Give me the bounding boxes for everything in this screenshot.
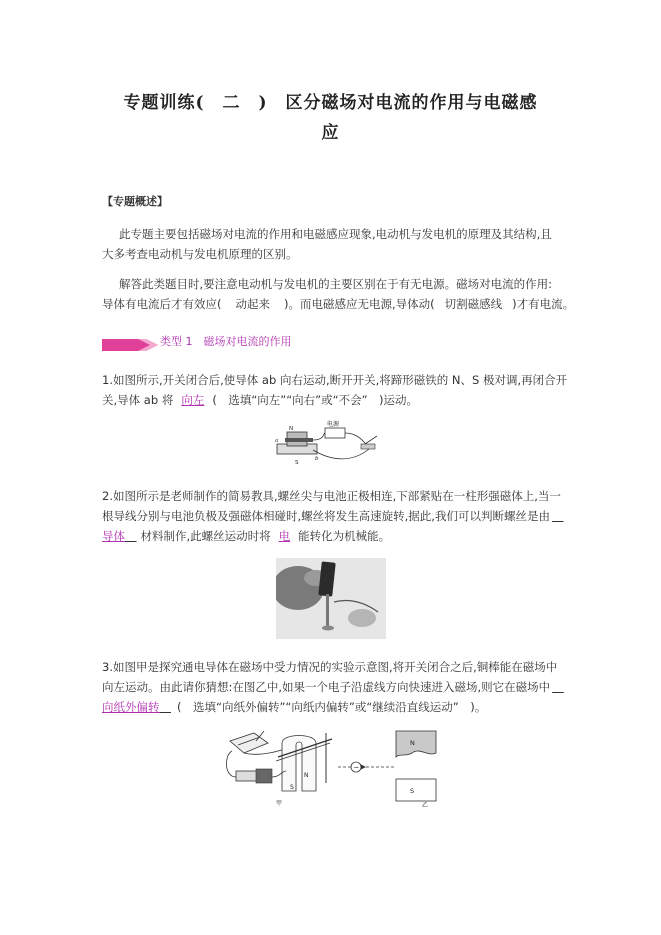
q1-label-b: b: [315, 456, 319, 462]
q3-electron-symbol: −: [353, 763, 360, 772]
q3-figure-jia: [220, 727, 340, 807]
section-label: 类型 1 磁场对电流的作用: [160, 335, 292, 348]
overview-text: 导体有电流后才有效应(: [102, 297, 222, 311]
q3-label-yi: 乙: [422, 802, 429, 807]
q3-electron-diagram: [338, 727, 438, 807]
q2-line1: 2.如图所示是老师制作的简易教具,螺丝尖与电池正极相连,下部紧贴在一柱形强磁体上,当一: [102, 489, 561, 503]
q2-line2: [102, 506, 563, 526]
q3-label-jia: 甲: [276, 800, 283, 807]
q3-answer: 向纸外偏转: [102, 700, 160, 714]
q3-text: 向左运动。由此请你猜想:在图乙中,如果一个电子沿虚线方向快速进入磁场,则它在磁场中: [102, 680, 551, 694]
q1-text: ( 选填“向左”“向右”或“不会” )运动。: [212, 393, 419, 407]
q1-line1: 1.如图所示,开关闭合后,使导体 ab 向右运动,断开开关,将蹄形磁铁的 N、S 极对调,再闭合开: [102, 373, 568, 387]
q1-label-a: a: [275, 438, 279, 444]
q2-line3: [102, 526, 390, 546]
overview-answer-move: 动起来: [235, 297, 270, 311]
q3-label-n: N: [304, 772, 309, 779]
q1-label-n: N: [289, 426, 294, 432]
q3-figure-yi: [338, 727, 438, 807]
q3-experiment-diagram: [220, 727, 340, 807]
q1-text: 关,导体 ab 将: [102, 393, 174, 407]
q2-text: 根导线分别与电池负极及强磁体相碰时,螺丝将发生高速旋转,据此,我们可以判断螺丝是由: [102, 509, 550, 523]
q2-photo: [276, 558, 386, 639]
q1-line2: [102, 390, 418, 410]
section-banner: [102, 336, 158, 348]
overview-p2-line2: [102, 294, 574, 314]
page-title: 专题训练( 二 ) 区分磁场对电流的作用与电磁感: [123, 93, 538, 113]
page-title-continued: 应: [321, 123, 340, 143]
q1-label-s: S: [295, 460, 299, 466]
q2-text: 能转化为机械能。: [298, 529, 391, 543]
q2-screw-motor-photo: [276, 558, 386, 639]
section-banner-arrow: [102, 339, 158, 351]
q2-answer-conductor: 导体: [102, 529, 125, 543]
q2-answer-electric: 电: [278, 529, 291, 543]
q1-circuit-diagram: [273, 418, 383, 470]
q2-text: 材料制作,此螺丝运动时将: [140, 529, 271, 543]
overview-text: )才有电流。: [512, 297, 575, 311]
q1-answer: 向左: [181, 393, 205, 407]
q3-yi-label-s: S: [410, 787, 415, 795]
q3-line3: [102, 697, 486, 717]
q1-label-power: 电源: [327, 421, 340, 428]
overview-answer-cut: 切割磁感线: [444, 297, 503, 311]
overview-text: )。而电磁感应无电源,导体动(: [284, 297, 435, 311]
overview-p1-line1: 此专题主要包括磁场对电流的作用和电磁感应现象,电动机与发电机的原理及其结构,且: [119, 227, 552, 241]
q3-yi-label-n: N: [410, 739, 415, 747]
overview-p1-line2: 大多考查电动机与发电机原理的区别。: [102, 247, 298, 261]
q3-line2: [102, 677, 564, 697]
q3-label-s: S: [290, 784, 294, 791]
q3-text: ( 选填“向纸外偏转”“向纸内偏转”或“继续沿直线运动” )。: [177, 700, 487, 714]
q3-line1: 3.如图甲是探究通电导体在磁场中受力情况的实验示意图,将开关闭合之后,铜棒能在磁场中: [102, 660, 558, 674]
overview-heading: 【专题概述】: [102, 195, 168, 208]
overview-p2-line1: 解答此类题目时,要注意电动机与发电机的主要区别在于有无电源。磁场对电流的作用:: [119, 277, 553, 291]
q1-figure: [273, 418, 383, 470]
